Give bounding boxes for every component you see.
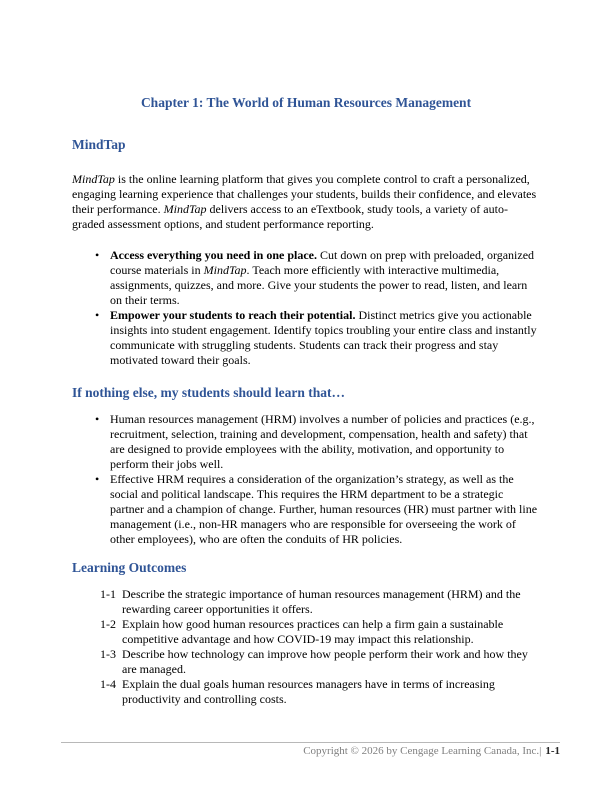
bullet-lead-bold: Access everything you need in one place. [110, 248, 317, 262]
text-run: Distinct metrics give you actionable insights into student engagement. Identify topics troubling your entire class and instantly communicate with struggling students. Students can track their progress and stay motivated toward their goals. [110, 308, 537, 367]
outcome-text: Explain how good human resources practices can help a firm gain a sustainable competitive advantage and how COVID-19 may impact this relationship. [122, 617, 504, 646]
outcome-text: Describe the strategic importance of human resources management (HRM) and the rewarding career opportunities it offers. [122, 587, 521, 616]
mindtap-intro-paragraph [72, 172, 540, 232]
mindtap-heading: MindTap [72, 137, 126, 152]
outcome-number: 1-3 [100, 647, 116, 661]
learn-bullet-list [72, 412, 540, 547]
text-run: Cut down on prep with preloaded, organized course materials in [110, 248, 535, 277]
mindtap-bullet-list [72, 248, 540, 368]
outcome-item [72, 677, 540, 707]
learn-heading: If nothing else, my students should learn that… [72, 385, 346, 400]
section-students-should-learn [72, 384, 540, 547]
bullet-lead-bold: Empower your students to reach their potential. [110, 308, 356, 322]
outcomes-heading: Learning Outcomes [72, 560, 187, 575]
outcomes-list [72, 587, 540, 707]
outcome-number: 1-2 [100, 617, 116, 631]
brand-name-italic: MindTap [72, 172, 115, 186]
outcome-item [72, 587, 540, 617]
page-footer [61, 742, 560, 758]
list-item [72, 248, 540, 308]
brand-name-italic: MindTap [203, 263, 247, 277]
outcome-number: 1-4 [100, 677, 116, 691]
copyright-text: Copyright © 2026 by Cengage Learning Canada, Inc. [303, 745, 540, 757]
list-item: • Effective HRM requires a consideration of the organization’s strategy, as well as the social and political landscape. This requires the HRM department to be a strategic partner and a champion of change. Further, human resources (HR) must partner with line management (i.e., non-HR managers who are responsible for overseeing the work of other employees), who are often the conduits of HR policies. [72, 472, 540, 547]
section-mindtap [72, 136, 540, 368]
text-run: is the online learning platform that gives you complete control to craft a personalized, engaging learning experience that challenges your students, builds their confidence, and elevates their performance. [72, 172, 537, 216]
outcome-item [72, 617, 540, 647]
chapter-title: Chapter 1: The World of Human Resources Management [140, 95, 472, 110]
list-item [72, 308, 540, 368]
outcome-item [72, 647, 540, 677]
text-run: . Teach more efficiently with interactive multimedia, assignments, quizzes, and more. Give your students the power to read, listen, and learn on their terms. [110, 263, 528, 307]
outcome-number: 1-1 [100, 587, 116, 601]
footer-separator: | [539, 745, 542, 757]
outcome-text: Explain the dual goals human resources managers have in terms of increasing productivity and controlling costs. [122, 677, 495, 706]
page-number: 1-1 [545, 745, 560, 757]
text-run: delivers access to an eTextbook, study tools, a variety of auto-graded assessment options, and student performance reporting. [72, 202, 508, 231]
outcome-text: Describe how technology can improve how people perform their work and how they are managed. [122, 647, 528, 676]
section-learning-outcomes [72, 559, 540, 707]
list-item: • Human resources management (HRM) involves a number of policies and practices (e.g., recruitment, selection, training and development, compensation, health and safety) that are designed to provide employees with the ability, motivation, and opportunity to perform their jobs well. [72, 412, 540, 472]
brand-name-italic: MindTap [163, 202, 207, 216]
